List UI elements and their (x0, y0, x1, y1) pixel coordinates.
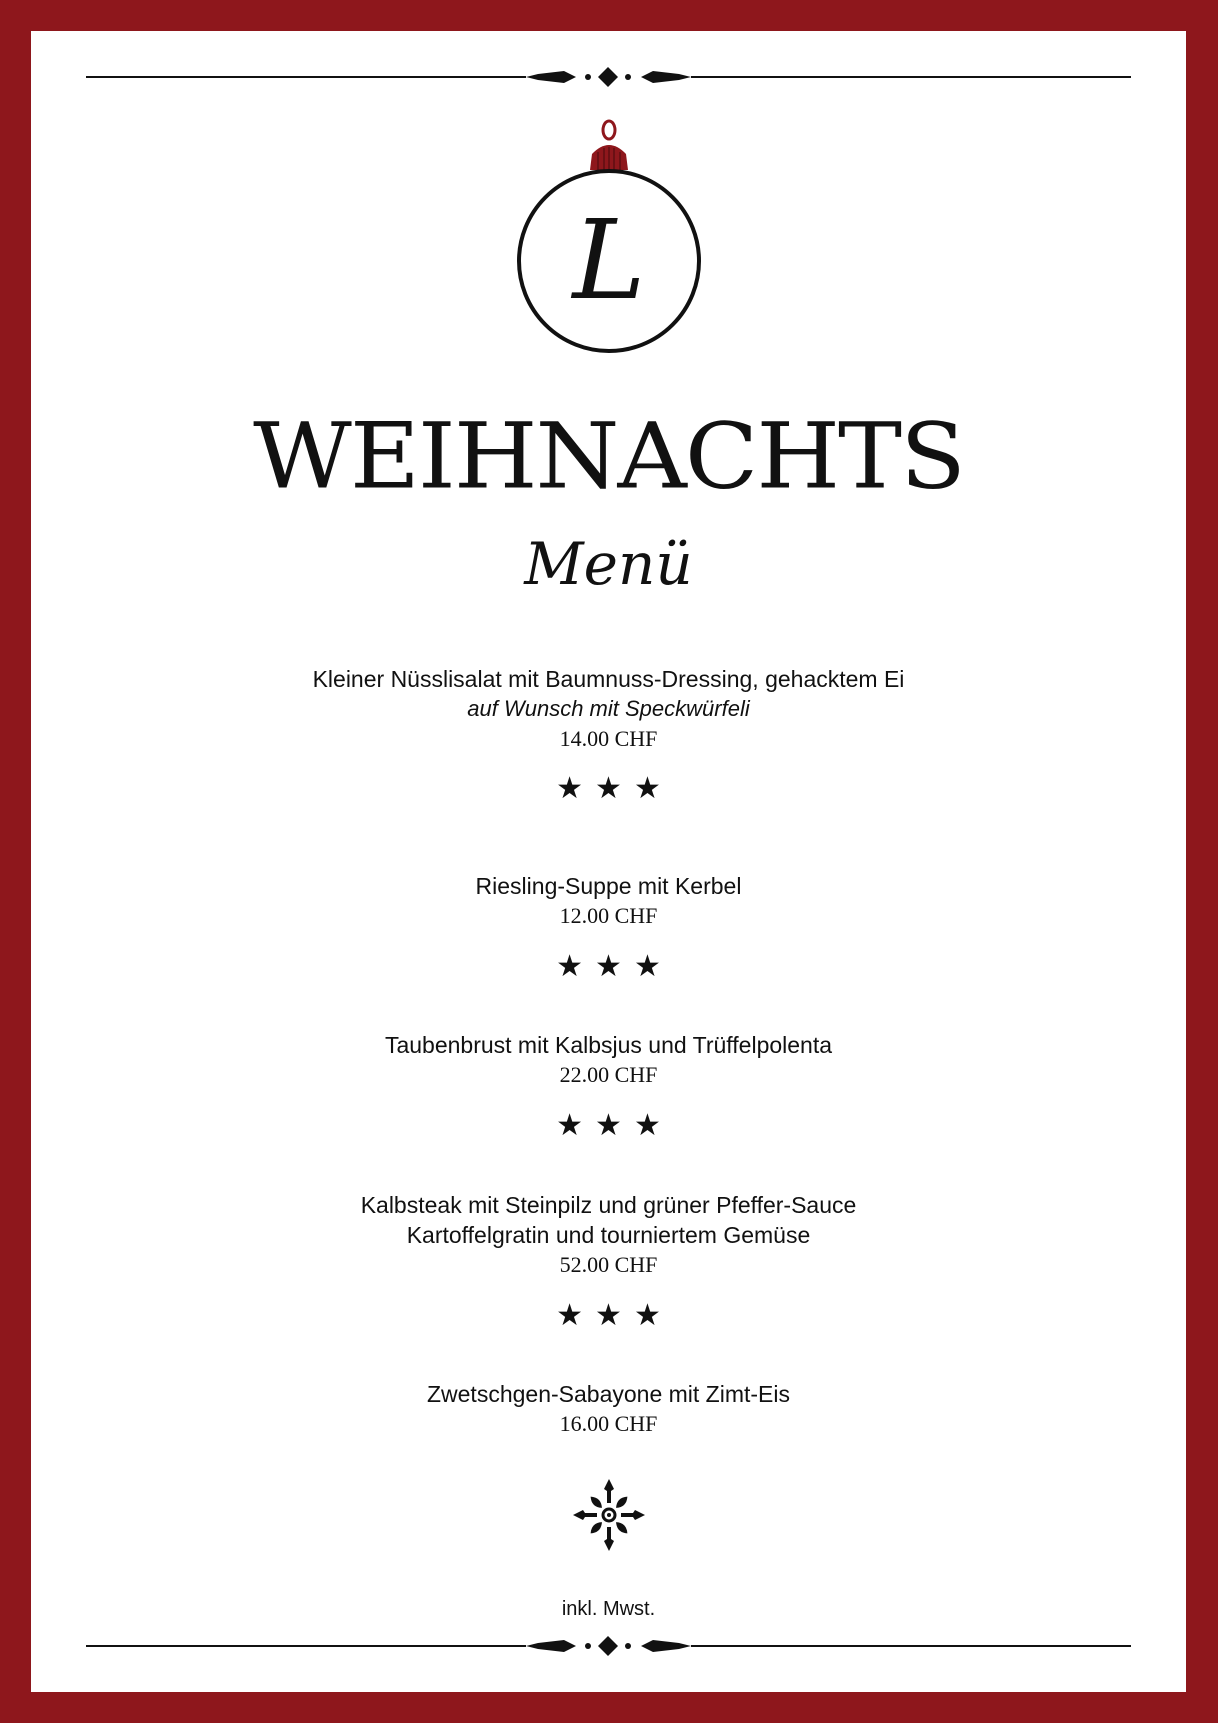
menu-subtitle: Menü (524, 530, 693, 598)
star-separator: ★★★ (556, 1108, 673, 1143)
course-item (31, 871, 1186, 931)
course-description: Zwetschgen-Sabayone mit Zimt-Eis (426, 1381, 790, 1407)
course-description: Kleiner Nüsslisalat mit Baumnuss-Dressing, gehacktem Ei (312, 666, 905, 692)
menu-page (31, 31, 1186, 1692)
course-item (31, 1379, 1186, 1439)
bottom-divider-ornament-icon (86, 1634, 1131, 1658)
course-price: 22.00 CHF (559, 1062, 658, 1087)
menu-title: WEIHNACHTS (253, 402, 964, 510)
top-divider-ornament-icon (86, 65, 1131, 89)
tax-note: inkl. Mwst. (561, 1598, 656, 1620)
star-separator: ★★★ (556, 949, 673, 984)
course-item (31, 664, 1186, 754)
course-description: Taubenbrust mit Kalbsjus und Trüffelpolenta (384, 1032, 833, 1058)
christmas-bauble-icon (514, 118, 704, 358)
course-description: Riesling-Suppe mit Kerbel (475, 873, 742, 899)
course-note: auf Wunsch mit Speckwürfeli (467, 696, 750, 721)
course-price: 14.00 CHF (559, 726, 658, 751)
course-item (31, 1190, 1186, 1280)
star-separator: ★★★ (556, 1298, 673, 1333)
course-description: Kalbsteak mit Steinpilz und grüner Pfeffer-Sauce (360, 1192, 857, 1218)
star-separator: ★★★ (556, 771, 673, 806)
course-price: 16.00 CHF (559, 1411, 658, 1436)
monogram-letter: L (572, 196, 646, 324)
course-description-2: Kartoffelgratin und tourniertem Gemüse (406, 1222, 811, 1248)
snowflake-ornament-icon (571, 1477, 647, 1553)
course-price: 12.00 CHF (559, 903, 658, 928)
course-price: 52.00 CHF (559, 1252, 658, 1277)
course-item (31, 1030, 1186, 1090)
